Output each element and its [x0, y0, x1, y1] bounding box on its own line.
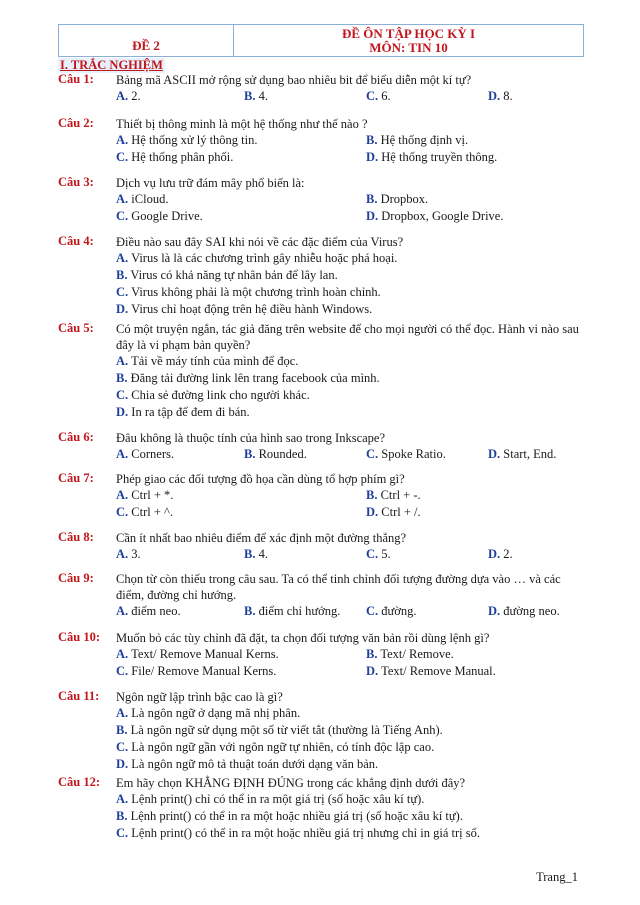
answer-option	[116, 132, 258, 149]
question-text: Cần ít nhất bao nhiêu điểm để xác định một đường thẳng?	[116, 531, 407, 545]
option-letter: D.	[488, 604, 501, 618]
question-label: Câu 5:	[58, 321, 94, 335]
question-label: Câu 11:	[58, 689, 100, 703]
option-letter: D.	[116, 405, 129, 419]
option-letter: A.	[116, 792, 129, 806]
answer-option	[366, 504, 421, 521]
option-row	[116, 603, 588, 620]
answer-option	[366, 546, 391, 563]
question-text: Muốn bỏ các tùy chỉnh đã đặt, ta chọn đối tượng văn bản rồi dùng lệnh gì?	[116, 631, 490, 645]
option-text: Hệ thống định vị.	[380, 133, 469, 147]
option-letter: B.	[116, 268, 128, 282]
question-text: Em hãy chọn KHẲNG ĐỊNH ĐÚNG trong các khẳng định dưới đây?	[116, 776, 466, 790]
option-text: Là ngôn ngữ mô tả thuật toán dưới dạng văn bản.	[131, 757, 379, 771]
option-letter: A.	[116, 89, 129, 103]
option-letter: B.	[116, 371, 128, 385]
option-row	[116, 404, 588, 421]
answer-option	[366, 646, 454, 663]
option-letter: B.	[244, 604, 256, 618]
answer-option	[366, 132, 468, 149]
question	[58, 72, 588, 105]
option-row	[116, 267, 588, 284]
answer-option	[116, 603, 181, 620]
answer-option	[116, 722, 443, 739]
answer-option	[116, 267, 338, 284]
option-letter: B.	[244, 447, 256, 461]
option-row	[116, 791, 588, 808]
option-text: Google Drive.	[131, 209, 203, 223]
question	[58, 530, 588, 563]
question-text: Có một truyện ngắn, tác giả đăng trên website để cho mọi người có thể đọc. Hành vi nào sau đây là vi phạm bản quyền?	[116, 322, 579, 352]
option-text: Virus là là các chương trình gây nhiễu hoặc phá hoại.	[131, 251, 398, 265]
option-letter: C.	[116, 150, 129, 164]
question-label: Câu 9:	[58, 571, 94, 585]
option-text: điểm neo.	[131, 604, 181, 618]
option-text: Là ngôn ngữ ở dạng mã nhị phân.	[131, 706, 301, 720]
option-row	[116, 722, 588, 739]
answer-option	[116, 705, 300, 722]
answer-option	[116, 487, 173, 504]
answer-option	[244, 603, 340, 620]
option-letter: C.	[116, 388, 129, 402]
answer-option	[116, 646, 279, 663]
question	[58, 471, 588, 521]
option-row	[116, 132, 588, 149]
answer-option	[116, 88, 141, 105]
option-letter: A.	[116, 192, 129, 206]
answer-option	[116, 404, 250, 421]
question-label: Câu 7:	[58, 471, 94, 485]
option-letter: D.	[366, 209, 379, 223]
answer-option	[116, 546, 141, 563]
option-text: Corners.	[131, 447, 174, 461]
answer-option	[488, 546, 513, 563]
option-row	[116, 663, 588, 680]
option-letter: B.	[366, 192, 378, 206]
option-letter: C.	[366, 89, 379, 103]
question-label: Câu 10:	[58, 630, 101, 644]
option-letter: D.	[366, 505, 379, 519]
question-text: Bảng mã ASCII mở rộng sử dụng bao nhiêu bit để biểu diễn một kí tự?	[116, 73, 472, 87]
option-letter: D.	[488, 89, 501, 103]
option-row	[116, 487, 588, 504]
answer-option	[116, 756, 378, 773]
option-row	[116, 301, 588, 318]
option-letter: B.	[366, 647, 378, 661]
question	[58, 234, 588, 318]
option-row	[116, 756, 588, 773]
exam-title: ĐỀ ÔN TẬP HỌC KỲ I	[341, 25, 476, 41]
option-row	[116, 808, 588, 825]
option-row	[116, 739, 588, 756]
option-text: Lệnh print() có thể in ra một hoặc nhiều giá trị (số hoặc xâu kí tự).	[130, 809, 463, 823]
question-label: Câu 2:	[58, 116, 94, 130]
option-letter: D.	[116, 302, 129, 316]
question-text: Điều nào sau đây SAI khi nói về các đặc điểm của Virus?	[116, 235, 404, 249]
option-letter: A.	[116, 447, 129, 461]
option-text: Virus chỉ hoạt động trên hệ điều hành Windows.	[131, 302, 373, 316]
answer-option	[244, 88, 268, 105]
answer-option	[366, 663, 496, 680]
option-row	[116, 250, 588, 267]
question	[58, 775, 588, 842]
page-number: Trang_1	[536, 870, 578, 884]
option-text: Text/ Remove.	[380, 647, 454, 661]
option-letter: C.	[366, 447, 379, 461]
option-text: Dropbox.	[380, 192, 429, 206]
question	[58, 321, 588, 421]
answer-option	[366, 149, 497, 166]
answer-option	[488, 88, 513, 105]
question-label: Câu 4:	[58, 234, 94, 248]
option-letter: C.	[366, 547, 379, 561]
option-row	[116, 546, 588, 563]
option-text: Hệ thống truyền thông.	[381, 150, 498, 164]
option-text: Virus không phải là một chương trình hoàn chỉnh.	[131, 285, 381, 299]
option-row	[116, 284, 588, 301]
question	[58, 630, 588, 680]
answer-option	[366, 487, 421, 504]
option-letter: C.	[366, 604, 379, 618]
option-text: 4.	[258, 547, 268, 561]
option-text: Tải về máy tính của mình để đọc.	[131, 354, 299, 368]
option-text: 2.	[131, 89, 141, 103]
option-text: 6.	[381, 89, 391, 103]
option-letter: A.	[116, 251, 129, 265]
question-label: Câu 8:	[58, 530, 94, 544]
option-text: Virus có khả năng tự nhân bản để lây lan.	[130, 268, 338, 282]
answer-option	[116, 284, 381, 301]
option-text: Start, End.	[503, 447, 557, 461]
option-letter: D.	[366, 150, 379, 164]
option-letter: C.	[116, 826, 129, 840]
answer-option	[116, 191, 168, 208]
option-row	[116, 504, 588, 521]
option-text: Ctrl + /.	[381, 505, 421, 519]
option-text: điểm chỉ hướng.	[258, 604, 341, 618]
answer-option	[366, 191, 428, 208]
question	[58, 175, 588, 225]
option-letter: C.	[116, 209, 129, 223]
option-letter: D.	[116, 757, 129, 771]
answer-option	[116, 446, 174, 463]
option-letter: B.	[244, 547, 256, 561]
option-text: Chia sẻ đường link cho người khác.	[131, 388, 310, 402]
option-row	[116, 208, 588, 225]
option-text: đường neo.	[503, 604, 560, 618]
option-row	[116, 446, 588, 463]
answer-option	[116, 808, 463, 825]
section-title: I. TRẮC NGHIỆM	[60, 58, 163, 72]
question-label: Câu 3:	[58, 175, 94, 189]
option-row	[116, 191, 588, 208]
answer-option	[116, 825, 480, 842]
option-text: Rounded.	[258, 447, 307, 461]
question-text: Thiết bị thông minh là một hệ thống như thế nào ?	[116, 117, 368, 131]
option-text: Spoke Ratio.	[381, 447, 446, 461]
answer-option	[366, 446, 446, 463]
option-letter: A.	[116, 547, 129, 561]
answer-option	[488, 446, 556, 463]
question-text: Ngôn ngữ lập trình bậc cao là gì?	[116, 690, 283, 704]
option-letter: C.	[116, 740, 129, 754]
option-text: 8.	[503, 89, 513, 103]
option-letter: B.	[366, 488, 378, 502]
option-letter: B.	[116, 723, 128, 737]
option-text: Là ngôn ngữ gần với ngôn ngữ tự nhiên, có tính độc lập cao.	[131, 740, 435, 754]
option-row	[116, 646, 588, 663]
option-letter: A.	[116, 706, 129, 720]
answer-option	[116, 353, 298, 370]
option-letter: B.	[366, 133, 378, 147]
answer-option	[116, 387, 310, 404]
answer-option	[244, 446, 307, 463]
option-text: Hệ thống phân phối.	[131, 150, 234, 164]
option-letter: D.	[366, 664, 379, 678]
question	[58, 571, 588, 620]
option-text: Text/ Remove Manual.	[381, 664, 496, 678]
question	[58, 430, 588, 463]
exam-code: ĐỀ 2	[132, 38, 160, 53]
option-letter: C.	[116, 285, 129, 299]
option-text: Text/ Remove Manual Kerns.	[131, 647, 279, 661]
question-label: Câu 6:	[58, 430, 94, 444]
option-text: Là ngôn ngữ sử dụng một số từ viết tắt (thường là Tiếng Anh).	[130, 723, 443, 737]
option-text: 3.	[131, 547, 141, 561]
question	[58, 116, 588, 166]
answer-option	[116, 791, 424, 808]
option-letter: A.	[116, 604, 129, 618]
question-text: Chọn từ còn thiếu trong câu sau. Ta có thể tinh chỉnh đối tượng đường dựa vào … và các điểm, đường chỉ hướng.	[116, 572, 561, 602]
option-text: In ra tập để đem đi bán.	[131, 405, 250, 419]
question-label: Câu 1:	[58, 72, 94, 86]
option-letter: A.	[116, 133, 129, 147]
answer-option	[116, 504, 173, 521]
option-text: Dropbox, Google Drive.	[381, 209, 504, 223]
answer-option	[366, 208, 503, 225]
option-text: Đăng tải đường link lên trang facebook của mình.	[130, 371, 380, 385]
option-text: Lệnh print() chỉ có thể in ra một giá trị (số hoặc xâu kí tự).	[131, 792, 425, 806]
option-row	[116, 370, 588, 387]
option-text: 2.	[503, 547, 513, 561]
option-letter: D.	[488, 447, 501, 461]
option-text: Hệ thống xử lý thông tin.	[131, 133, 258, 147]
answer-option	[366, 603, 417, 620]
option-letter: B.	[244, 89, 256, 103]
option-text: 5.	[381, 547, 391, 561]
question-text: Đâu không là thuộc tính của hình sao trong Inkscape?	[116, 431, 386, 445]
option-text: Ctrl + -.	[380, 488, 421, 502]
answer-option	[116, 208, 203, 225]
option-letter: B.	[116, 809, 128, 823]
answer-option	[366, 88, 391, 105]
question	[58, 689, 588, 773]
option-letter: D.	[488, 547, 501, 561]
exam-subject: MÔN: TIN 10	[369, 39, 448, 55]
option-text: Lệnh print() có thể in ra một hoặc nhiều giá trị nhưng chỉ in giá trị số.	[131, 826, 480, 840]
option-row	[116, 705, 588, 722]
option-row	[116, 88, 588, 105]
option-letter: C.	[116, 664, 129, 678]
option-text: 4.	[258, 89, 268, 103]
option-row	[116, 825, 588, 842]
answer-option	[116, 739, 434, 756]
answer-option	[488, 603, 560, 620]
answer-option	[116, 149, 233, 166]
answer-option	[116, 370, 380, 387]
question-label: Câu 12:	[58, 775, 101, 789]
option-letter: A.	[116, 354, 129, 368]
answer-option	[116, 301, 372, 318]
option-row	[116, 149, 588, 166]
option-letter: C.	[116, 505, 129, 519]
question-text: Dịch vụ lưu trữ đám mây phổ biến là:	[116, 176, 305, 190]
question-text: Phép giao các đối tượng đồ họa cần dùng tổ hợp phím gì?	[116, 472, 405, 486]
answer-option	[116, 663, 276, 680]
option-row	[116, 353, 588, 370]
option-letter: A.	[116, 488, 129, 502]
option-text: đường.	[381, 604, 417, 618]
answer-option	[116, 250, 397, 267]
option-text: Ctrl + ^.	[131, 505, 174, 519]
answer-option	[244, 546, 268, 563]
option-text: iCloud.	[131, 192, 169, 206]
option-letter: A.	[116, 647, 129, 661]
option-text: File/ Remove Manual Kerns.	[131, 664, 277, 678]
option-text: Ctrl + *.	[131, 488, 174, 502]
option-row	[116, 387, 588, 404]
